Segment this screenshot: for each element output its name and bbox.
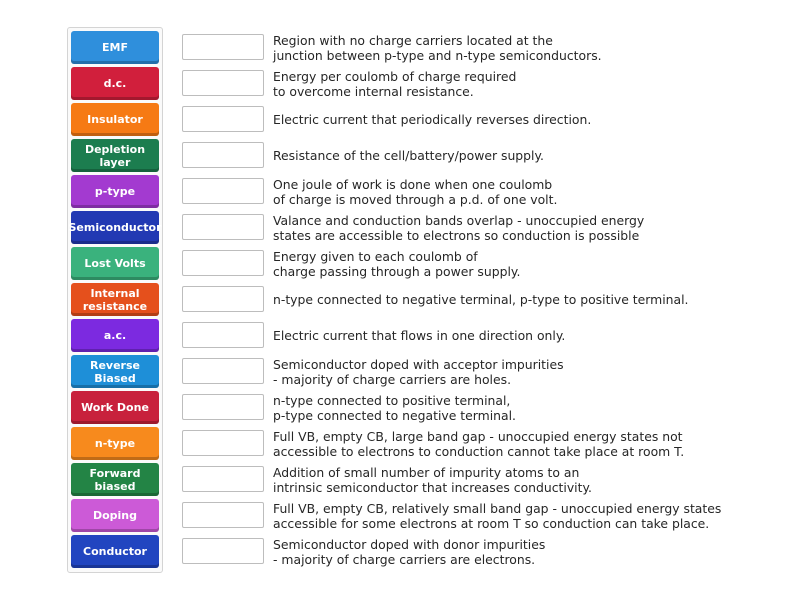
answer-tile[interactable]: p-type [71,175,159,208]
definition-line: Energy given to each coulomb of [273,248,478,264]
answer-drop-slot[interactable] [182,70,264,96]
definition-line: Semiconductor doped with acceptor impurities [273,356,564,372]
answer-tile[interactable]: Doping [71,499,159,532]
definition-text [273,103,773,137]
answer-tile[interactable]: Reverse Biased [71,355,159,388]
answer-tile[interactable]: d.c. [71,67,159,100]
definition-line: junction between p-type and n-type semiconductors. [273,48,602,63]
definition-line: Electric current that periodically reverses direction. [273,112,592,128]
definition-line: accessible to electrons to conduction cannot take place at room T. [273,444,685,459]
definition-line: Resistance of the cell/battery/power supply. [273,148,544,164]
definition-text [273,139,773,173]
definition-line: Valance and conduction bands overlap - unoccupied energy [273,212,645,228]
answer-tile[interactable]: Work Done [71,391,159,424]
definition-text [273,355,773,389]
answer-tile[interactable]: Insulator [71,103,159,136]
definition-line: Electric current that flows in one direction only. [273,328,566,344]
definition-line: n-type connected to negative terminal, p-type to positive terminal. [273,292,689,308]
answer-tile[interactable]: Internal resistance [71,283,159,316]
answer-tile[interactable]: Conductor [71,535,159,568]
answer-tile[interactable]: Forward biased [71,463,159,496]
definition-line: of charge is moved through a p.d. of one volt. [273,192,558,207]
definition-line: accessible for some electrons at room T so conduction can take place. [273,516,710,531]
definition-line: p-type connected to negative terminal. [273,408,516,423]
answer-drop-slot[interactable] [182,358,264,384]
definition-line: Energy per coulomb of charge required [273,68,517,84]
answer-drop-slot[interactable] [182,214,264,240]
answer-drop-slot[interactable] [182,430,264,456]
definition-line: charge passing through a power supply. [273,264,521,279]
answer-drop-slot[interactable] [182,250,264,276]
definition-line: - majority of charge carriers are electrons. [273,552,536,567]
definition-text [273,319,773,353]
definition-text [273,463,773,497]
definition-line: Region with no charge carriers located at the [273,32,553,48]
definition-line: Addition of small number of impurity atoms to an [273,464,580,480]
answer-tile[interactable]: Semiconductor [71,211,159,244]
definition-text [273,391,773,425]
definition-line: Full VB, empty CB, relatively small band gap - unoccupied energy states [273,500,722,516]
definition-line: n-type connected to positive terminal, [273,392,511,408]
definition-line: Full VB, empty CB, large band gap - unoccupied energy states not [273,428,683,444]
answer-drop-slot[interactable] [182,322,264,348]
answer-tile[interactable]: a.c. [71,319,159,352]
definition-text [273,427,773,461]
answer-drop-slot[interactable] [182,502,264,528]
answer-drop-slot[interactable] [182,466,264,492]
answer-tile[interactable]: n-type [71,427,159,460]
definition-text [273,211,773,245]
definition-text [273,247,773,281]
definition-text [273,31,773,65]
definition-text [273,175,773,209]
answer-tile[interactable]: Depletion layer [71,139,159,172]
definition-text [273,535,773,569]
answer-drop-slot[interactable] [182,178,264,204]
definition-text [273,67,773,101]
answer-drop-slot[interactable] [182,34,264,60]
definition-line: One joule of work is done when one coulomb [273,176,553,192]
definition-line: states are accessible to electrons so conduction is possible [273,228,640,243]
definition-line: intrinsic semiconductor that increases conductivity. [273,480,592,495]
definition-text [273,499,773,533]
answer-drop-slot[interactable] [182,106,264,132]
answer-tile[interactable]: EMF [71,31,159,64]
answer-tile[interactable]: Lost Volts [71,247,159,280]
definition-text [273,283,773,317]
answer-drop-slot[interactable] [182,286,264,312]
definition-line: to overcome internal resistance. [273,84,474,99]
definition-line: - majority of charge carriers are holes. [273,372,512,387]
answer-drop-slot[interactable] [182,538,264,564]
answer-drop-slot[interactable] [182,394,264,420]
answer-drop-slot[interactable] [182,142,264,168]
definition-line: Semiconductor doped with donor impurities [273,536,546,552]
